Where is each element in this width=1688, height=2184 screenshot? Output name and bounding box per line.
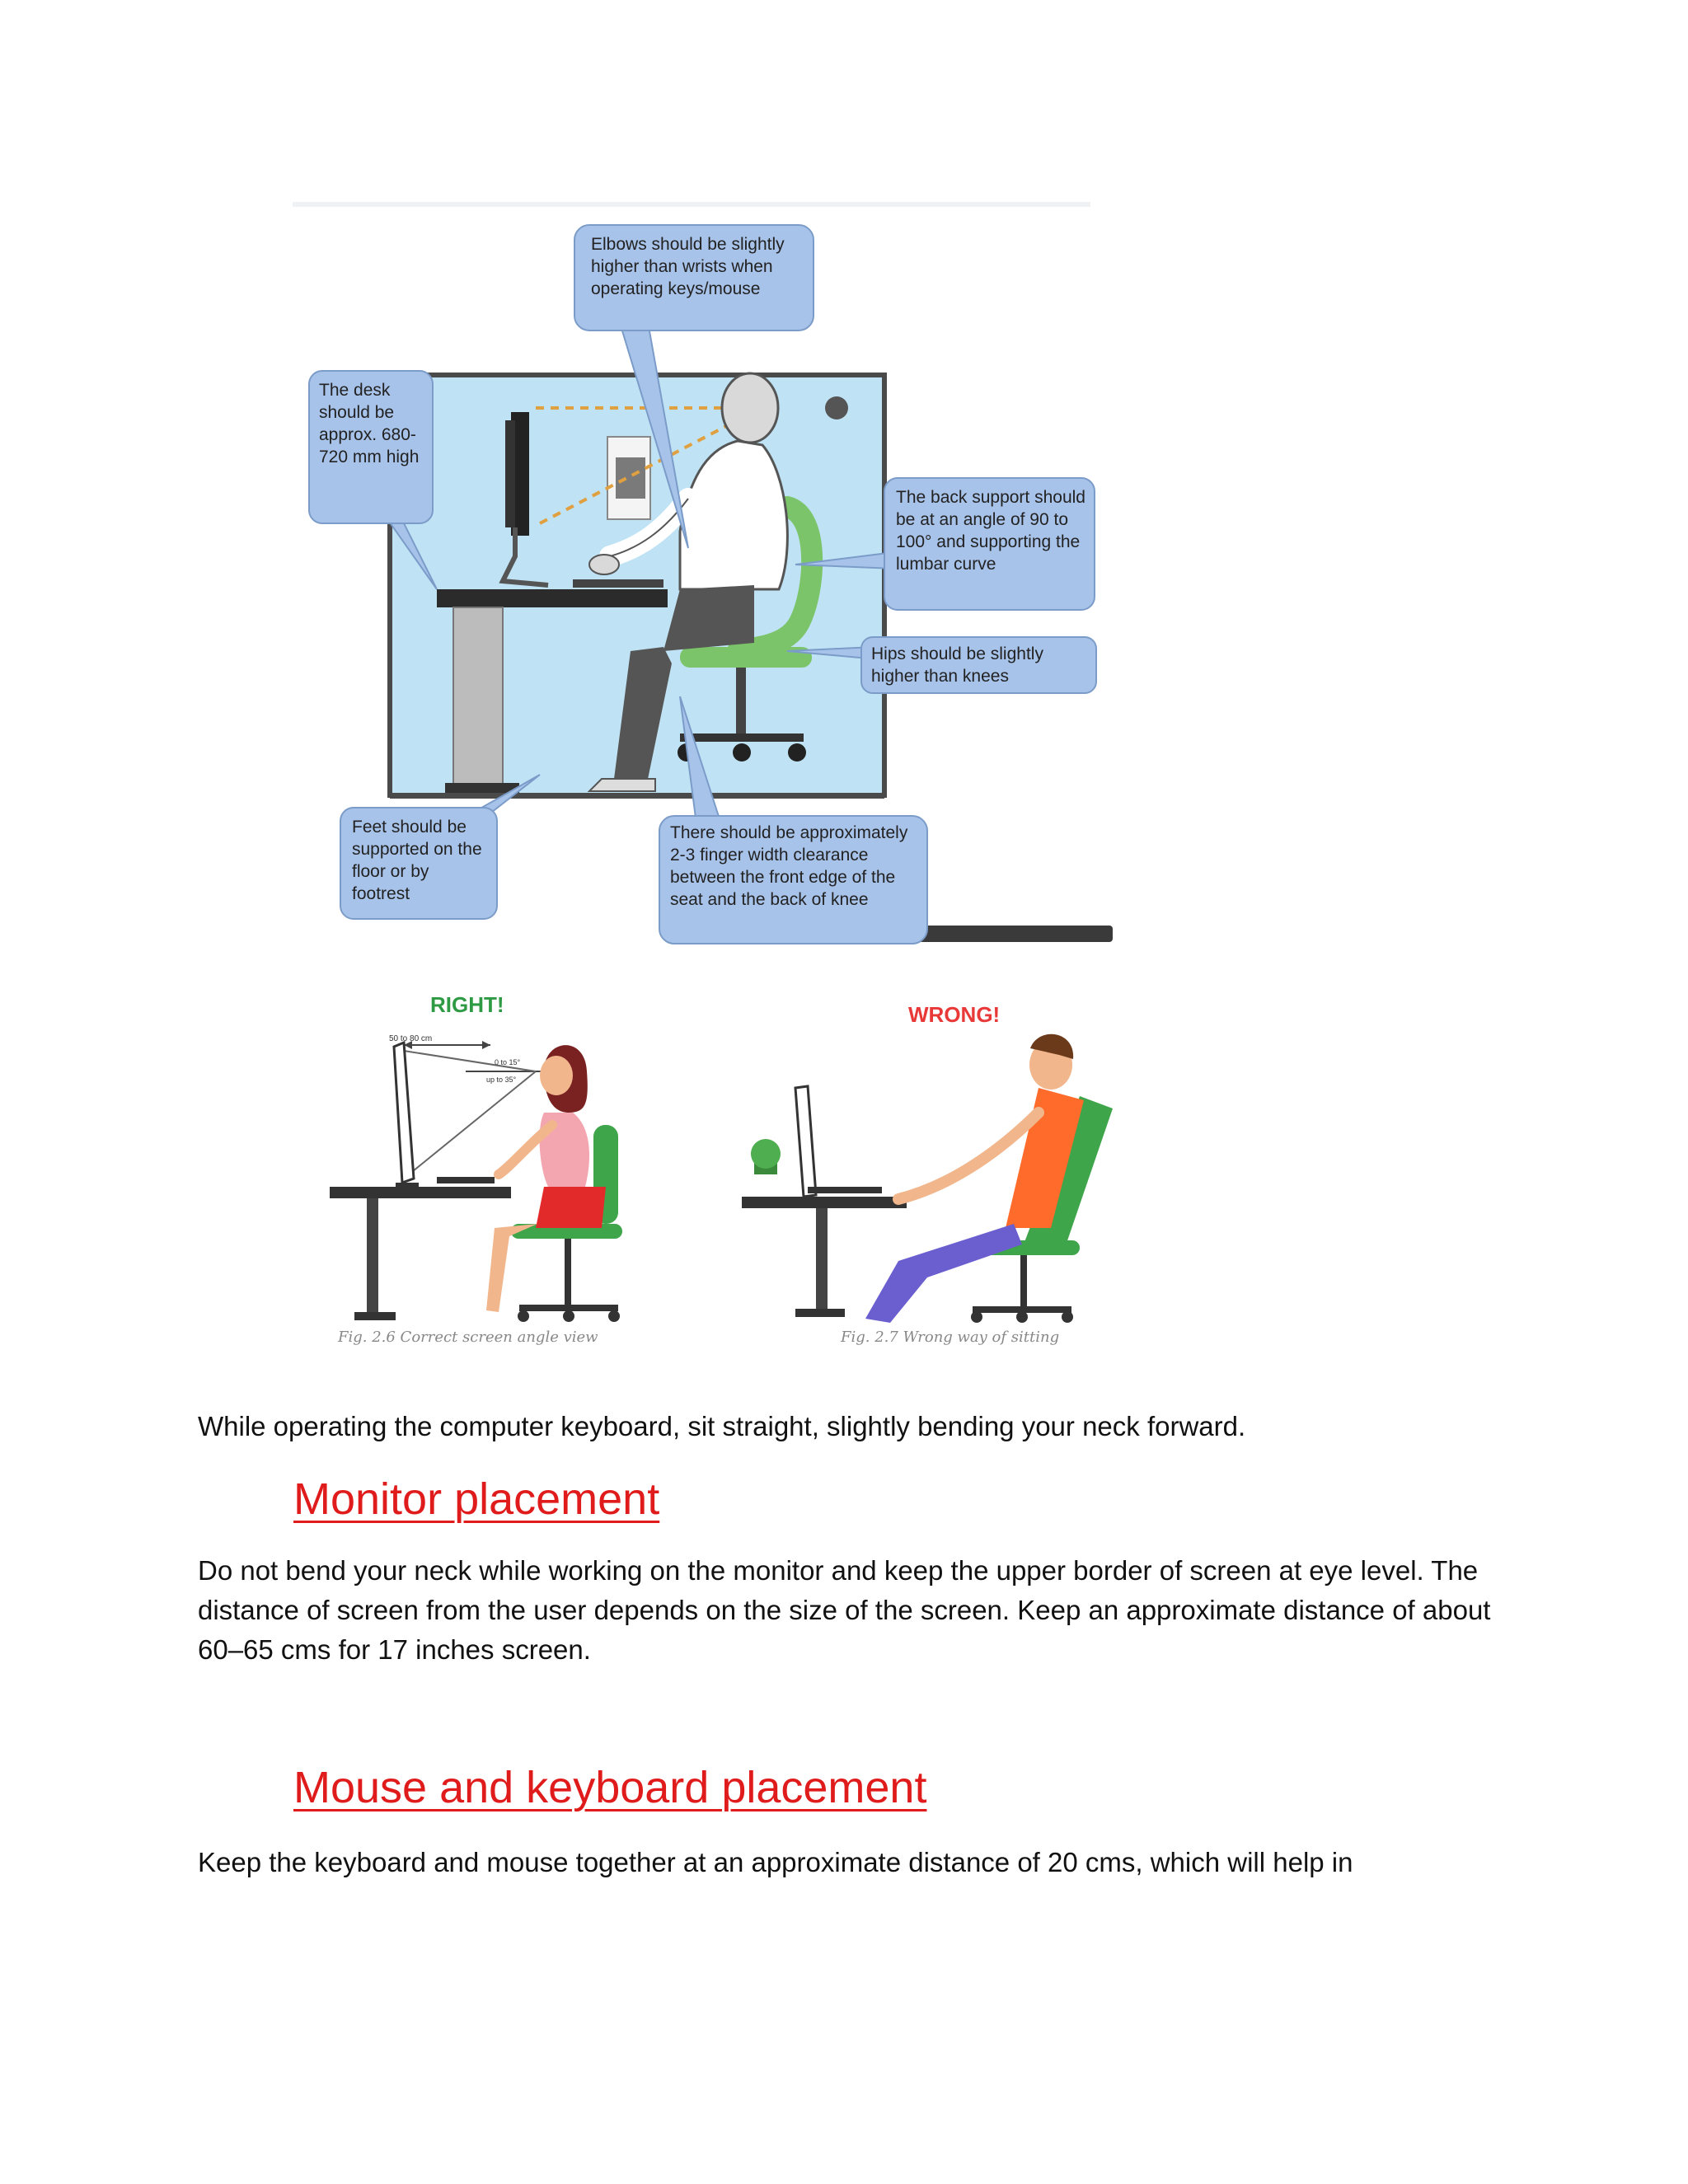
ergonomics-figure xyxy=(293,202,1117,948)
heading-mouse-keyboard-placement: Mouse and keyboard placement xyxy=(293,1763,927,1812)
angle-label-1: 0 to 15° xyxy=(495,1058,521,1066)
callout-elbows: Elbows should be slightly higher than wrists when operating keys/mouse xyxy=(591,235,785,298)
callout-feet: Feet should be supported on the floor or by footrest xyxy=(352,818,482,903)
callout-desk-height: The desk should be approx. 680-720 mm high xyxy=(319,381,420,466)
wrong-label: WRONG! xyxy=(908,1002,1001,1027)
distance-label: 50 to 80 cm xyxy=(389,1034,433,1043)
right-label: RIGHT! xyxy=(430,992,504,1017)
callout-hips: Hips should be slightly higher than knees xyxy=(871,644,1043,686)
heading-monitor-placement: Monitor placement xyxy=(293,1474,660,1524)
intro-paragraph: While operating the computer keyboard, sit straight, slightly bending your neck forward. xyxy=(198,1411,1246,1441)
monitor-paragraph: Do not bend your neck while working on the monitor and keep the upper border of screen at eye level. The distance of screen from the user depends on the size of the screen. Keep an approximate distance of about 60–65 cms for 17 inches screen. xyxy=(198,1555,1491,1665)
posture-illustration xyxy=(321,989,1137,1368)
callout-back-support: The back support should be at an angle of 90 to 100° and supporting the lumbar curve xyxy=(896,488,1085,574)
caption-right: Fig. 2.6 Correct screen angle view xyxy=(338,1329,598,1346)
caption-wrong: Fig. 2.7 Wrong way of sitting xyxy=(841,1329,1060,1346)
mouse-paragraph: Keep the keyboard and mouse together at an approximate distance of 20 cms, which will help in xyxy=(198,1847,1353,1877)
posture-figure xyxy=(321,989,1137,1368)
callout-seat-clearance: There should be approximately 2-3 finger width clearance between the front edge of the seat and the back of knee xyxy=(670,823,908,909)
angle-label-2: up to 35° xyxy=(486,1076,517,1084)
